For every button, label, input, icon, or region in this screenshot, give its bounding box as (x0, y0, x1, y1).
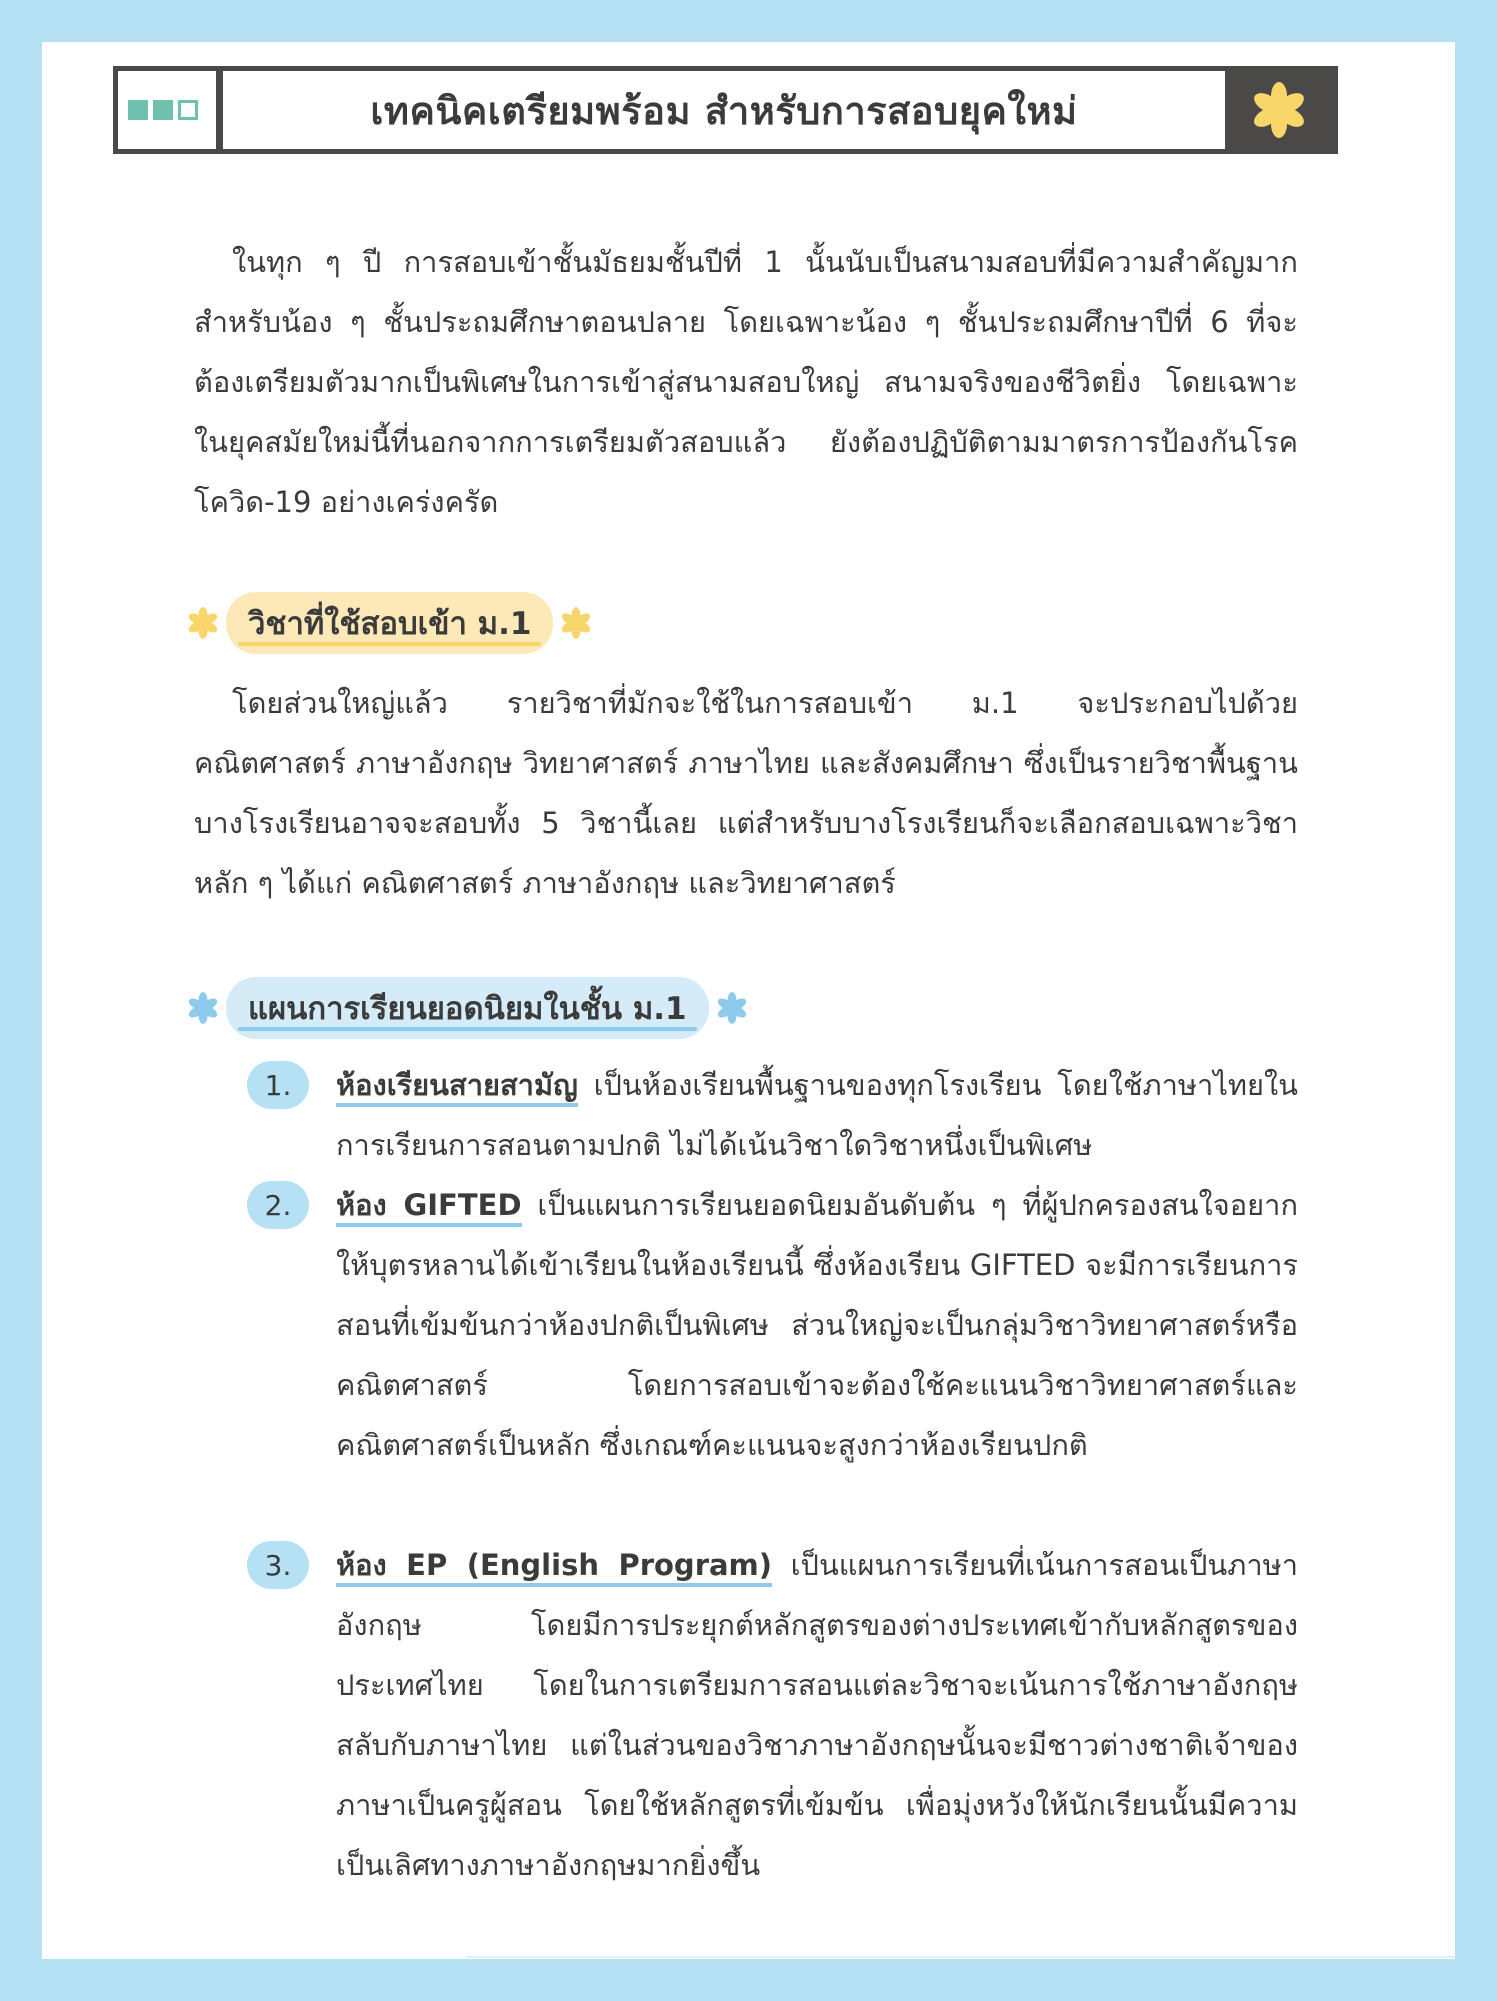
section-title-text: วิชาที่ใช้สอบเข้า ม.1 (248, 606, 532, 642)
item-number-badge: 1. (247, 1061, 309, 1109)
list-item (253, 1175, 1298, 1475)
square-outline-icon (178, 100, 198, 120)
header-divider (216, 71, 223, 149)
header-star-box (1225, 71, 1333, 149)
list-item (253, 1055, 1298, 1175)
asterisk-icon (1249, 80, 1309, 140)
square-icon (128, 100, 148, 120)
page-title: เทคนิคเตรียมพร้อม สำหรับการสอบยุคใหม่ (370, 88, 1078, 133)
item-description: เป็นแผนการเรียนที่เน้นการสอนเป็นภาษาอังกฤษ โดยมีการประยุกต์หลักสูตรของต่างประเทศเข้ากับหลักสูตรของประเทศไทย โดยในการเตรียมการสอนแต่ละวิชาจะเน้นการใช้ภาษาอังกฤษสลับกับภาษาไทย แต่ในส่วนของวิชาภาษาอังกฤษนั้นจะมีชาวต่างชาติเจ้าของภาษาเป็นครูผู้สอน โดยใช้หลักสูตรที่เข้มข้น เพื่อมุ่งหวังให้นักเรียนนั้นมีความเป็นเลิศทางภาษาอังกฤษมากยิ่งขึ้น (336, 1548, 1299, 1882)
section-title (226, 592, 553, 654)
item-description: เป็นแผนการเรียนยอดนิยมอันดับต้น ๆ ที่ผู้ปกครองสนใจอยากให้บุตรหลานได้เข้าเรียนในห้องเรียนนี้ ซึ่งห้องเรียน GIFTED จะมีการเรียนการสอนที่เข้มข้นกว่าห้องปกติเป็นพิเศษ ส่วนใหญ่จะเป็นกลุ่มวิชาวิทยาศาสตร์หรือคณิตศาสตร์ โดยการสอบเข้าจะต้องใช้คะแนนวิชาวิทยาศาสตร์และคณิตศาสตร์เป็นหลัก ซึ่งเกณฑ์คะแนนจะสูงกว่าห้องเรียนปกติ (336, 1188, 1299, 1462)
square-icon (153, 100, 173, 120)
subjects-paragraph: โดยส่วนใหญ่แล้ว รายวิชาที่มักจะใช้ในการสอบเข้า ม.1 จะประกอบไปด้วย คณิตศาสตร์ ภาษาอังกฤษ วิทยาศาสตร์ ภาษาไทย และสังคมศึกษา ซึ่งเป็นรายวิชาพื้นฐาน บางโรงเรียนอาจจะสอบทั้ง 5 วิชานี้เลย แต่สำหรับบางโรงเรียนก็จะเลือกสอบเฉพาะวิชาหลัก ๆ ได้แก่ คณิตศาสตร์ ภาษาอังกฤษ และวิทยาศาสตร์ (194, 686, 1298, 900)
list-item (253, 1535, 1298, 1895)
item-keyword: ห้องเรียนสายสามัญ (336, 1068, 578, 1107)
intro-paragraph: ในทุก ๆ ปี การสอบเข้าชั้นมัธยมชั้นปีที่ 1 นั้นนับเป็นสนามสอบที่มีความสำคัญมากสำหรับน้อง ๆ ชั้นประถมศึกษาตอนปลาย โดยเฉพาะน้อง ๆ ชั้นประถมศึกษาปีที่ 6 ที่จะต้องเตรียมตัวมากเป็นพิเศษในการเข้าสู่สนามสอบใหญ่ สนามจริงของชีวิตยิ่ง โดยเฉพาะในยุคสมัยใหม่นี้ที่นอกจากการเตรียมตัวสอบแล้ว ยังต้องปฏิบัติตามมาตรการป้องกันโรคโควิด-19 อย่างเคร่งครัด (194, 245, 1298, 519)
footer-rule (466, 1956, 1455, 1958)
section-heading-subjects (186, 592, 593, 654)
item-description: เป็นห้องเรียนพื้นฐานของทุกโรงเรียน โดยใช้ภาษาไทยในการเรียนการสอนตามปกติ ไม่ได้เน้นวิชาใดวิชาหนึ่งเป็นพิเศษ (336, 1068, 1298, 1162)
item-keyword: ห้อง EP (English Program) (336, 1548, 772, 1587)
item-number-badge: 2. (247, 1181, 309, 1229)
asterisk-icon (715, 991, 749, 1025)
title-underline (238, 642, 541, 646)
item-text (336, 1055, 1298, 1175)
section-title-text: แผนการเรียนยอดนิยมในชั้น ม.1 (248, 991, 687, 1027)
asterisk-icon (186, 606, 220, 640)
section-title (226, 977, 709, 1039)
section-heading-programs (186, 977, 749, 1039)
item-text (336, 1175, 1298, 1475)
asterisk-icon (559, 606, 593, 640)
asterisk-icon (186, 991, 220, 1025)
item-text (336, 1535, 1298, 1895)
chapter-header (113, 66, 1338, 154)
item-keyword: ห้อง GIFTED (336, 1188, 522, 1227)
title-underline (238, 1027, 697, 1031)
item-number-badge: 3. (247, 1541, 309, 1589)
header-squares-decoration (128, 71, 216, 149)
